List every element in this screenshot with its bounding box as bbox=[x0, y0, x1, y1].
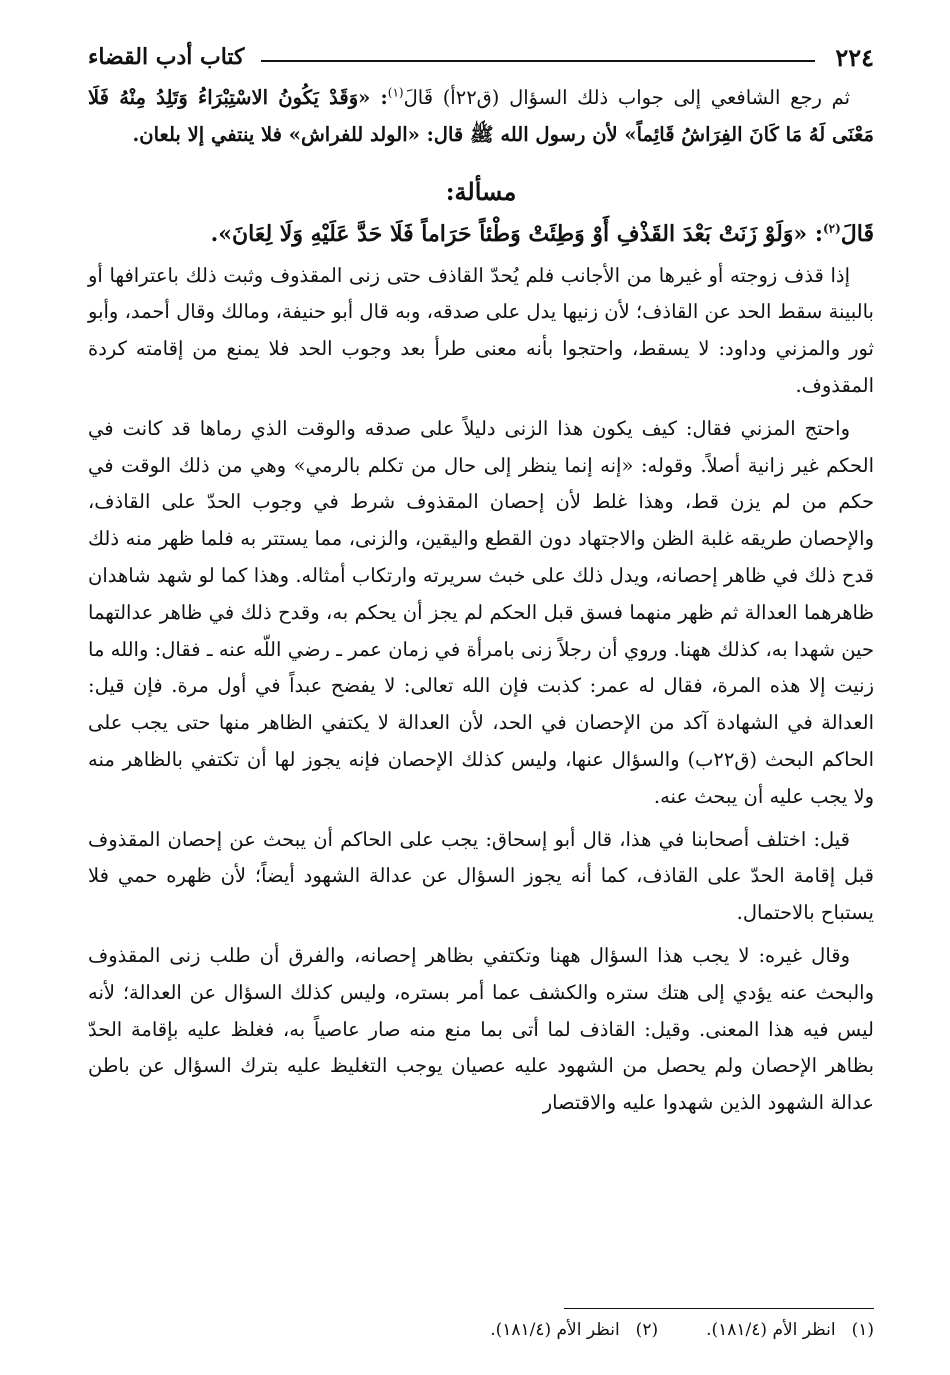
body-text bbox=[88, 80, 874, 1128]
footnote-number: (١) bbox=[851, 1320, 874, 1340]
paragraph: إذا قذف زوجته أو غيرها من الأجانب فلم يُحدّ القاذف حتى زنى المقذوف وثبت ذلك باعترافها أو بالبينة سقط الحد عن القاذف؛ لأن زنيها يدل على صدقه، وبه قال أبو حنيفة، ومالك وقال أحمد، وأبو ثور والمزني وداود: لا يسقط، واحتجوا بأنه معنى طرأ بعد وجوب الحد فلا يمنع من إقامته كردة المقذوف. bbox=[88, 263, 874, 397]
paragraph-intro bbox=[88, 80, 874, 154]
book-title: كتاب أدب القضاء bbox=[88, 44, 245, 70]
running-header bbox=[88, 40, 874, 74]
matn-text-b: : «وَلَوْ زَنَتْ بَعْدَ القَذْفِ أَوْ وَطِئَتْ وَطْئاً حَرَاماً فَلَا حَدَّ عَلَيْهِ وَلَا لِعَانَ». bbox=[210, 220, 823, 247]
paragraph: وقال غيره: لا يجب هذا السؤال ههنا وتكتفي بظاهر إحصانه، والفرق أن طلب زنى المقذوف والبحث عنه يؤدي إلى هتك ستره والكشف عما أمر بستره، وليس كذلك السؤال عن العدالة؛ لأنه ليس فيه هذا المعنى. وقيل: القاذف لما أتى بما منع منه صار عاصياً به، فغلظ عليه بإقامة الحدّ بظاهر الإحصان ولم يحصل من الشهود عليه عصيان يوجب التغليظ عليه بترك السؤال عن باطن عدالة الشهود الذين شهدوا عليه والاقتصار bbox=[88, 943, 874, 1115]
paragraph: قيل: اختلف أصحابنا في هذا، قال أبو إسحاق: يجب على الحاكم أن يبحث عن إحصان المقذوف قبل إقامة الحدّ على القاذف، كما أنه يجوز السؤال عن عدالة الشهود أيضاً؛ لأن ظهره حمي فلا يستباح بالاحتمال. bbox=[88, 827, 874, 925]
footnote-number: (٢) bbox=[635, 1320, 659, 1340]
footnote-ref-2: (٢) bbox=[822, 221, 841, 236]
footnote-rule bbox=[564, 1308, 874, 1309]
page-number: ٢٢٤ bbox=[835, 42, 874, 72]
header-rule bbox=[261, 60, 816, 62]
footnotes bbox=[88, 1320, 874, 1340]
matn-quote bbox=[88, 214, 874, 254]
intro-text-a: ثم رجع الشافعي إلى جواب ذلك السؤال (ق٢٢أ) قَالَ bbox=[403, 86, 850, 109]
intro-text-b: : «وَقَدْ يَكُونُ الاسْتِبْرَاءُ وَتَلِدُ مِنْهُ فَلَا مَعْنَى لَهُ مَا كَانَ الفِرَاشُ قَائِماً» لأن رسول الله ﷺ قال: «الولد للفراش» فلا ينتفي إلا بلعان. bbox=[88, 86, 874, 146]
section-heading: مسألة: bbox=[445, 176, 517, 206]
footnote-item bbox=[706, 1320, 874, 1340]
footnote-item bbox=[490, 1320, 658, 1340]
matn-text-a: قَالَ bbox=[840, 220, 874, 247]
page bbox=[88, 40, 874, 1340]
footnote-text: انظر الأم (١٨١/٤). bbox=[490, 1320, 620, 1340]
footnote-text: انظر الأم (١٨١/٤). bbox=[706, 1320, 836, 1340]
paragraph: واحتج المزني فقال: كيف يكون هذا الزنى دليلاً على صدقه والوقت الذي رماها قد كانت في الحكم غير زانية أصلاً. وقوله: «إنه إنما ينظر إلى حال من تكلم بالرمي» وهي من ذلك الوقت في حكم من لم يزن قط، وهذا غلط لأن إحصان المقذوف شرط في وجوب الحدّ على القاذف، والإحصان طريقه غلبة الظن والاجتهاد دون القطع واليقين، والزنى، مما يستتر به فلما ظهر منه ذلك قدح ذلك في ظاهر إحصانه، ويدل ذلك على خبث سريرته وارتكاب أمثاله. وهذا كما لو شهد شاهدان ظاهرهما العدالة ثم ظهر منهما فسق قبل الحكم لم يجز أن يحكم به، وقدح ذلك في ظاهر عدالتهما حين شهدا به، كذلك ههنا. وروي أن رجلاً زنى بامرأة في زمان عمر ـ رضي اللّه عنه ـ فقال: والله ما زنيت إلا هذه المرة، فقال له عمر: كذبت فإن الله تعالى: لا يفضح عبداً في أول مرة. فإن قيل: العدالة في الشهادة آكد من الإحصان في الحد، لأن العدالة لا يكتفي الظاهر منها حتى يجب على الحاكم البحث (ق٢٢ب) والسؤال عنها، وليس كذلك الإحصان فإنه يجوز لها أن تكتفي بالظاهر منه ولا يجب عليه أن يبحث عنه. bbox=[88, 416, 875, 808]
footnote-ref-1: (١) bbox=[387, 85, 404, 100]
